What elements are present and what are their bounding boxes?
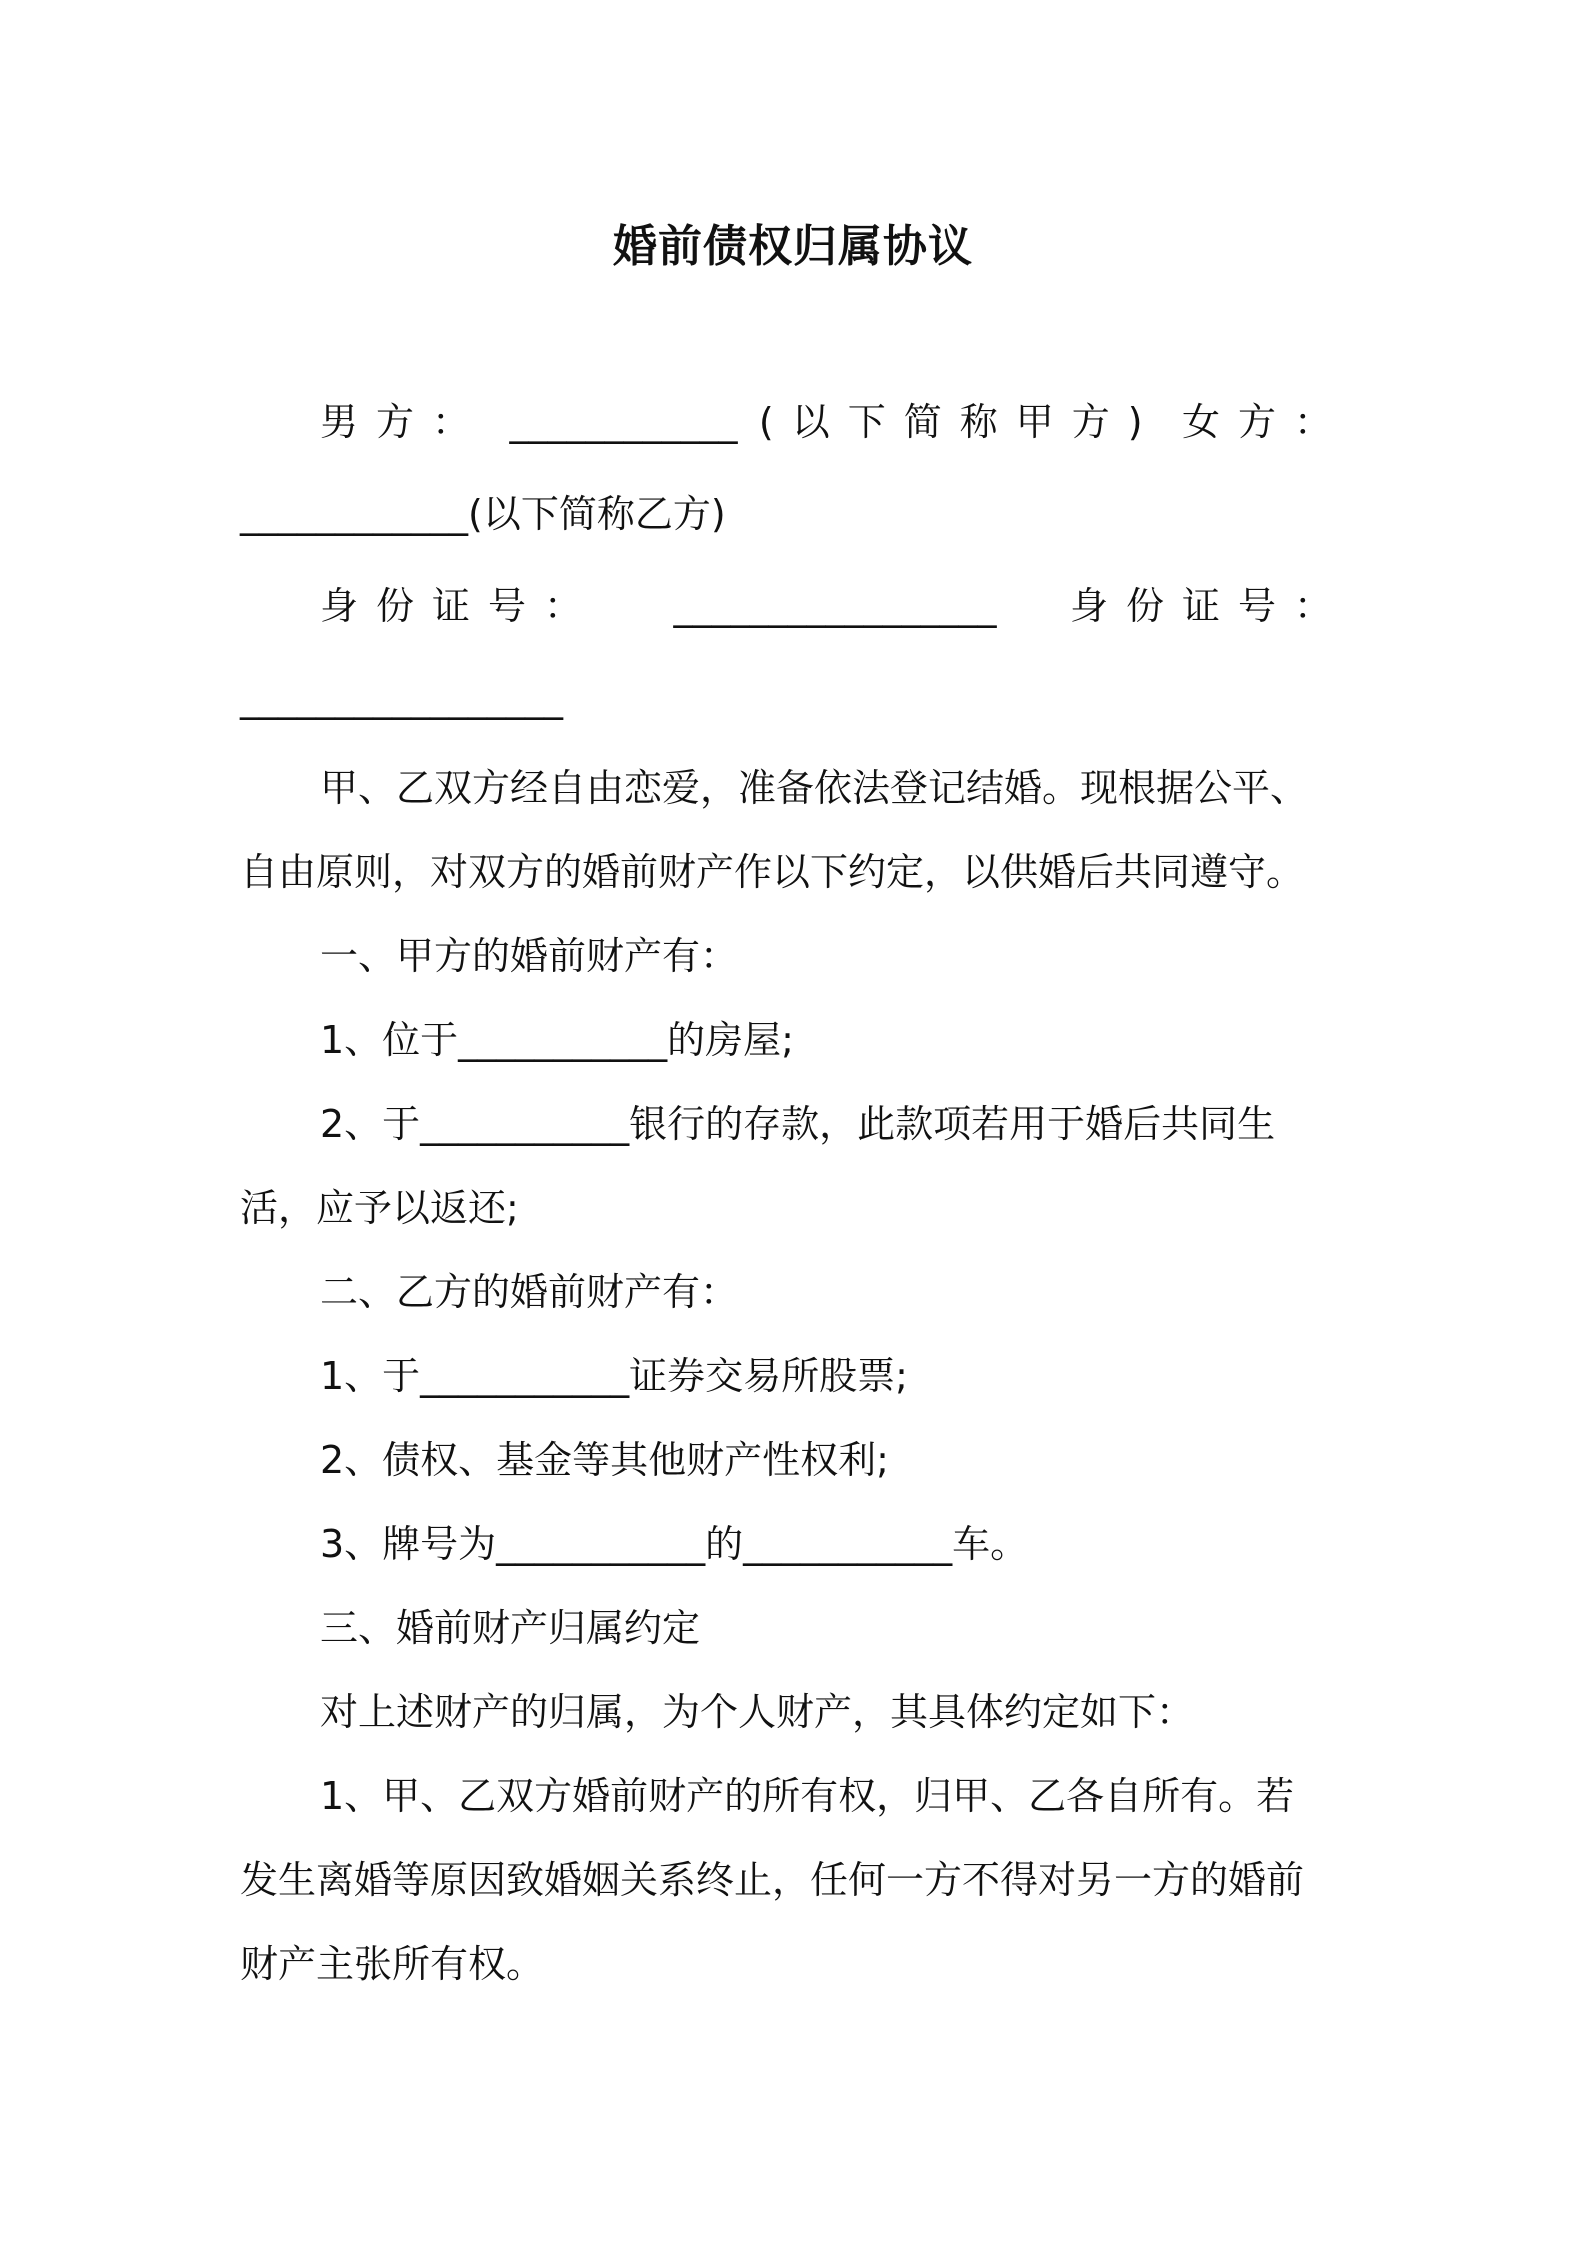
female-name-line: ____________(以下简称乙方) bbox=[240, 492, 726, 536]
section-heading: 三、婚前财产归属约定 bbox=[320, 1606, 701, 1650]
male-name-blank: ____________ bbox=[509, 400, 738, 444]
list-item: 2、债权、基金等其他财产性权利; bbox=[320, 1438, 889, 1482]
paragraph-line: 活，应予以返还; bbox=[240, 1186, 519, 1230]
paragraph-line: 甲、乙双方经自由恋爱，准备依法登记结婚。现根据公平、 bbox=[320, 766, 1309, 810]
female-label: 女方： bbox=[1181, 400, 1350, 444]
list-item: 1、于___________证券交易所股票; bbox=[320, 1354, 908, 1398]
list-item: 1、位于___________的房屋; bbox=[320, 1018, 794, 1062]
list-item: 3、牌号为___________的___________车。 bbox=[320, 1522, 1029, 1566]
section-heading: 一、甲方的婚前财产有： bbox=[320, 934, 739, 978]
document-title: 婚前债权归属协议 bbox=[613, 221, 973, 272]
party-line bbox=[240, 396, 1350, 448]
id-label-female: 身份证号： bbox=[1069, 584, 1350, 628]
id-blank-female-line: _________________ bbox=[240, 676, 563, 720]
list-item: 2、于___________银行的存款，此款项若用于婚后共同生 bbox=[320, 1102, 1276, 1146]
male-label: 男方： bbox=[320, 400, 489, 444]
paragraph-line: 自由原则，对双方的婚前财产作以下约定，以供婚后共同遵守。 bbox=[240, 850, 1305, 894]
paragraph-line: 对上述财产的归属，为个人财产，其具体约定如下： bbox=[320, 1690, 1195, 1734]
male-note: (以下简称甲方) bbox=[758, 400, 1161, 444]
id-line bbox=[240, 580, 1350, 632]
paragraph-line: 发生离婚等原因致婚姻关系终止，任何一方不得对另一方的婚前 bbox=[240, 1858, 1305, 1902]
section-heading: 二、乙方的婚前财产有： bbox=[320, 1270, 739, 1314]
list-item: 1、甲、乙双方婚前财产的所有权，归甲、乙各自所有。若 bbox=[320, 1774, 1295, 1818]
id-blank-male: _________________ bbox=[673, 584, 997, 628]
paragraph-line: 财产主张所有权。 bbox=[240, 1942, 545, 1986]
id-label-male: 身份证号： bbox=[320, 584, 601, 628]
